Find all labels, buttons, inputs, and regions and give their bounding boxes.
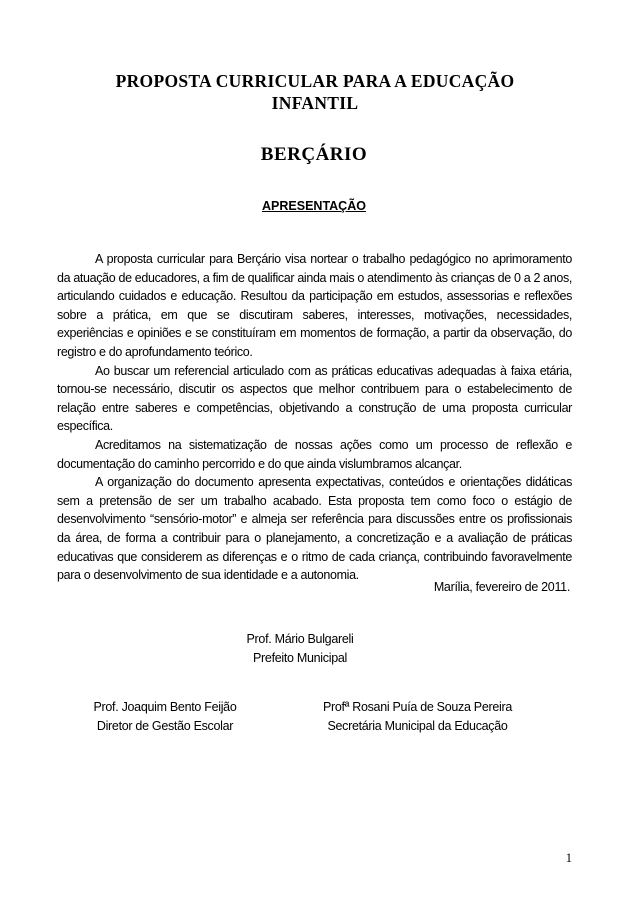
signature-mayor bbox=[200, 630, 400, 667]
signature-director bbox=[75, 698, 255, 735]
secretary-role: Secretária Municipal da Educação bbox=[327, 718, 508, 733]
secretary-name: Profª Rosani Puía de Souza Pereira bbox=[323, 700, 512, 714]
dateline: Marília, fevereiro de 2011. bbox=[433, 580, 570, 594]
mayor-name: Prof. Mário Bulgareli bbox=[246, 632, 354, 646]
paragraph-2: Ao buscar um referencial articulado com as práticas educativas adequadas à faixa etária, tornou-se necessário, discutir os aspectos que melhor contribuem para o estabelecimento de relação entre saberes e competências, objetivando a construção de uma proposta curricular específica. bbox=[57, 363, 572, 434]
document-subtitle: BERÇÁRIO bbox=[260, 144, 368, 165]
paragraph-4: A organização do documento apresenta expectativas, conteúdos e orientações didáticas sem a pretensão de ser um trabalho acabado. Esta proposta tem como foco o estágio de desenvolvimento “sensório-motor” e almeja ser referência para discussões entre os profissionais da área, de forma a contribuir para o planejamento, a concretização e a avaliação de práticas educativas que considerem as diferenças e o ritmo de cada criança, contribuindo favoravelmente para o desenvolvimento de sua identidade e a autonomia. bbox=[57, 475, 572, 583]
director-name: Prof. Joaquim Bento Feijão bbox=[93, 700, 237, 714]
paragraph-1: A proposta curricular para Berçário visa nortear o trabalho pedagógico no aprimoramento da atuação de educadores, a fim de qualificar ainda mais o atendimento às crianças de 0 a 2 anos, articulando cuidados e educação. Resultou da participação em estudos, assessorias e reflexões sobre a prática, em que se discutiram saberes, interesses, motivações, necessidades, experiências e opiniões e se constituíram em momentos de formação, a partir da observação, do registro e do aprofundamento teórico. bbox=[57, 252, 573, 359]
director-role: Diretor de Gestão Escolar bbox=[96, 718, 234, 733]
document-title-line-1: PROPOSTA CURRICULAR PARA A EDUCAÇÃO bbox=[115, 71, 515, 91]
body-text bbox=[57, 250, 572, 585]
page-number: 1 bbox=[565, 851, 572, 865]
document-title-line-2: INFANTIL bbox=[271, 93, 359, 113]
mayor-role: Prefeito Municipal bbox=[253, 650, 347, 665]
section-heading: APRESENTAÇÃO bbox=[262, 199, 366, 213]
paragraph-3: Acreditamos na sistematização de nossas ações como um processo de reflexão e documentação do caminho percorrido e do que ainda vislumbramos alcançar. bbox=[57, 437, 572, 471]
signature-secretary bbox=[305, 698, 530, 735]
